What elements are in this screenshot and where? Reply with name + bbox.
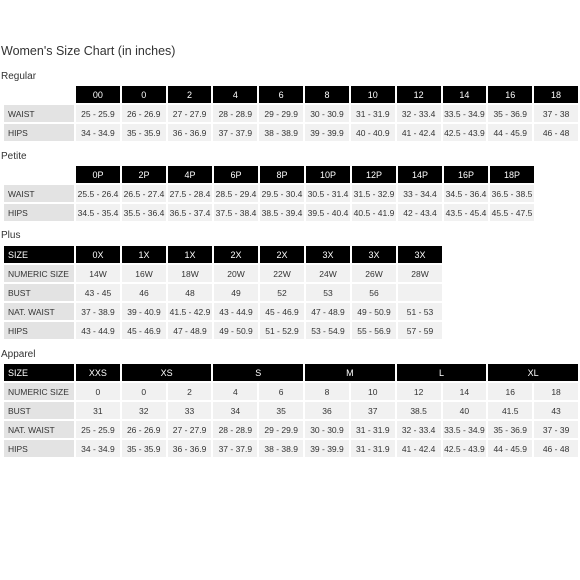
- table-cell: 36: [305, 402, 349, 419]
- table-row: [4, 440, 578, 457]
- table-cell: 40 - 40.9: [351, 124, 395, 141]
- table-cell: 37 - 38.9: [76, 303, 120, 320]
- table-cell: 37 - 37.9: [213, 124, 257, 141]
- size-header-cell: 0P: [76, 166, 120, 183]
- regular-size-table: [2, 84, 580, 143]
- size-header-cell: 10P: [306, 166, 350, 183]
- table-cell: 48: [168, 284, 212, 301]
- table-row: [4, 185, 534, 202]
- table-cell: 46 - 48: [534, 440, 578, 457]
- table-cell: 35 - 36.9: [488, 421, 532, 438]
- table-cell: 47 - 48.9: [168, 322, 212, 339]
- plus-size-table: [2, 244, 444, 341]
- table-cell: 36 - 36.9: [168, 440, 212, 457]
- size-header-cell: 12P: [352, 166, 396, 183]
- size-header-cell: 3X: [352, 246, 396, 263]
- table-cell: 55 - 56.9: [352, 322, 396, 339]
- table-cell: 12: [397, 383, 441, 400]
- table-cell: 30.5 - 31.4: [306, 185, 350, 202]
- table-cell: 43 - 45: [76, 284, 120, 301]
- table-cell: 34 - 34.9: [76, 124, 120, 141]
- size-header-cell: 8P: [260, 166, 304, 183]
- table-cell: 27 - 27.9: [168, 105, 212, 122]
- table-cell: 43.5 - 45.4: [444, 204, 488, 221]
- table-header-row: [4, 246, 442, 263]
- table-row: [4, 124, 578, 141]
- section-label-plus: Plus: [1, 230, 21, 241]
- table-cell: 52: [260, 284, 304, 301]
- table-cell: 27 - 27.9: [168, 421, 212, 438]
- table-cell: 44 - 45.9: [488, 440, 532, 457]
- size-header-cell: 14: [443, 86, 487, 103]
- table-cell: 26W: [352, 265, 396, 282]
- size-group-header-l: L: [397, 364, 487, 381]
- table-cell: 53: [306, 284, 350, 301]
- table-cell: 34.5 - 36.4: [444, 185, 488, 202]
- row-label-bust: BUST: [4, 284, 74, 301]
- row-label-bust: BUST: [4, 402, 74, 419]
- table-cell: 32: [122, 402, 166, 419]
- table-cell: 57 - 59: [398, 322, 442, 339]
- table-row: [4, 105, 578, 122]
- size-header-label: SIZE: [4, 364, 74, 381]
- table-cell: 14W: [76, 265, 120, 282]
- table-cell: 28 - 28.9: [213, 421, 257, 438]
- table-cell: 45 - 46.9: [122, 322, 166, 339]
- table-cell: 33.5 - 34.9: [443, 421, 487, 438]
- size-header-cell: 8: [305, 86, 349, 103]
- table-row: [4, 284, 442, 301]
- row-label-nat-waist: NAT. WAIST: [4, 303, 74, 320]
- page-title: Women's Size Chart (in inches): [1, 44, 176, 58]
- table-cell: 41 - 42.4: [397, 124, 441, 141]
- table-cell: 33.5 - 34.9: [443, 105, 487, 122]
- table-cell: 35: [259, 402, 303, 419]
- table-cell: 43 - 44.9: [214, 303, 258, 320]
- table-cell: 45 - 46.9: [260, 303, 304, 320]
- table-cell: 22W: [260, 265, 304, 282]
- apparel-size-table: [2, 362, 580, 459]
- table-cell: 53 - 54.9: [306, 322, 350, 339]
- table-cell: 31 - 31.9: [351, 105, 395, 122]
- table-cell: 38.5 - 39.4: [260, 204, 304, 221]
- table-cell: 39 - 40.9: [122, 303, 166, 320]
- table-cell: 30 - 30.9: [305, 421, 349, 438]
- size-header-cell: 0X: [76, 246, 120, 263]
- table-cell: 16: [488, 383, 532, 400]
- row-label-hips: HIPS: [4, 322, 74, 339]
- section-label-petite: Petite: [1, 151, 27, 162]
- row-label-waist: WAIST: [4, 105, 74, 122]
- row-label-hips: HIPS: [4, 124, 74, 141]
- table-cell: 8: [305, 383, 349, 400]
- table-cell: 35 - 35.9: [122, 440, 166, 457]
- section-label-apparel: Apparel: [1, 349, 36, 360]
- table-cell: 31: [76, 402, 120, 419]
- table-cell: [398, 284, 442, 301]
- size-header-cell: 1X: [168, 246, 212, 263]
- table-cell: 37 - 38: [534, 105, 578, 122]
- table-row: [4, 383, 578, 400]
- size-header-cell: 10: [351, 86, 395, 103]
- size-header-cell: 4: [213, 86, 257, 103]
- table-row: [4, 322, 442, 339]
- table-cell: 49 - 50.9: [352, 303, 396, 320]
- table-cell: 25 - 25.9: [76, 421, 120, 438]
- row-label-hips: HIPS: [4, 204, 74, 221]
- size-group-header-s: S: [213, 364, 303, 381]
- table-cell: 2: [168, 383, 212, 400]
- table-cell: 29.5 - 30.4: [260, 185, 304, 202]
- table-cell: 49: [214, 284, 258, 301]
- table-cell: 37: [351, 402, 395, 419]
- table-cell: 37 - 37.9: [213, 440, 257, 457]
- table-cell: 33 - 34.4: [398, 185, 442, 202]
- row-label-numeric-size: NUMERIC SIZE: [4, 383, 74, 400]
- table-cell: 35 - 35.9: [122, 124, 166, 141]
- table-cell: 36.5 - 37.4: [168, 204, 212, 221]
- size-header-cell: 6: [259, 86, 303, 103]
- table-cell: 29 - 29.9: [259, 421, 303, 438]
- table-row: [4, 421, 578, 438]
- table-cell: 28.5 - 29.4: [214, 185, 258, 202]
- table-cell: 40.5 - 41.9: [352, 204, 396, 221]
- table-cell: 29 - 29.9: [259, 105, 303, 122]
- table-header-row: [4, 364, 578, 381]
- table-cell: 39 - 39.9: [305, 124, 349, 141]
- table-cell: 42.5 - 43.9: [443, 440, 487, 457]
- table-cell: 34 - 34.9: [76, 440, 120, 457]
- table-cell: 28 - 28.9: [213, 105, 257, 122]
- size-header-cell: 3X: [398, 246, 442, 263]
- table-cell: 20W: [214, 265, 258, 282]
- table-cell: 34.5 - 35.4: [76, 204, 120, 221]
- table-cell: 38.5: [397, 402, 441, 419]
- size-header-cell: 0: [122, 86, 166, 103]
- table-cell: 51 - 52.9: [260, 322, 304, 339]
- table-cell: 0: [122, 383, 166, 400]
- table-cell: 46: [122, 284, 166, 301]
- table-cell: 24W: [306, 265, 350, 282]
- table-cell: 37.5 - 38.4: [214, 204, 258, 221]
- table-cell: 41.5 - 42.9: [168, 303, 212, 320]
- table-cell: 28W: [398, 265, 442, 282]
- table-cell: 26 - 26.9: [122, 421, 166, 438]
- table-cell: 42.5 - 43.9: [443, 124, 487, 141]
- table-cell: 25.5 - 26.4: [76, 185, 120, 202]
- table-cell: 47 - 48.9: [306, 303, 350, 320]
- size-header-cell: 18P: [490, 166, 534, 183]
- table-cell: 46 - 48: [534, 124, 578, 141]
- table-cell: 10: [351, 383, 395, 400]
- header-blank-cell: [4, 86, 74, 103]
- table-cell: 33: [168, 402, 212, 419]
- size-header-cell: 12: [397, 86, 441, 103]
- table-cell: 27.5 - 28.4: [168, 185, 212, 202]
- size-group-header-xl: XL: [488, 364, 578, 381]
- table-cell: 43 - 44.9: [76, 322, 120, 339]
- table-cell: 18: [534, 383, 578, 400]
- table-row: [4, 204, 534, 221]
- section-label-regular: Regular: [1, 71, 37, 82]
- table-cell: 41.5: [488, 402, 532, 419]
- table-cell: 36 - 36.9: [168, 124, 212, 141]
- size-header-cell: 4P: [168, 166, 212, 183]
- table-cell: 43: [534, 402, 578, 419]
- table-cell: 38 - 38.9: [259, 440, 303, 457]
- table-row: [4, 265, 442, 282]
- table-cell: 36.5 - 38.5: [490, 185, 534, 202]
- size-header-cell: 2X: [260, 246, 304, 263]
- table-cell: 56: [352, 284, 396, 301]
- size-header-cell: 2P: [122, 166, 166, 183]
- header-blank-cell: [4, 166, 74, 183]
- size-header-cell: 16: [488, 86, 532, 103]
- size-header-cell: 16P: [444, 166, 488, 183]
- row-label-hips: HIPS: [4, 440, 74, 457]
- table-cell: 35 - 36.9: [488, 105, 532, 122]
- table-header-row: [4, 166, 534, 183]
- size-header-cell: 1X: [122, 246, 166, 263]
- table-cell: 4: [213, 383, 257, 400]
- table-cell: 49 - 50.9: [214, 322, 258, 339]
- table-cell: 18W: [168, 265, 212, 282]
- table-cell: 25 - 25.9: [76, 105, 120, 122]
- table-cell: 6: [259, 383, 303, 400]
- row-label-nat-waist: NAT. WAIST: [4, 421, 74, 438]
- table-row: [4, 303, 442, 320]
- size-group-header-xxs: XXS: [76, 364, 120, 381]
- table-cell: 14: [443, 383, 487, 400]
- table-cell: 32 - 33.4: [397, 421, 441, 438]
- table-cell: 41 - 42.4: [397, 440, 441, 457]
- table-cell: 40: [443, 402, 487, 419]
- table-cell: 39 - 39.9: [305, 440, 349, 457]
- size-header-cell: 2: [168, 86, 212, 103]
- size-header-cell: 00: [76, 86, 120, 103]
- table-cell: 34: [213, 402, 257, 419]
- size-header-cell: 2X: [214, 246, 258, 263]
- table-cell: 31 - 31.9: [351, 440, 395, 457]
- table-cell: 31.5 - 32.9: [352, 185, 396, 202]
- table-cell: 26.5 - 27.4: [122, 185, 166, 202]
- size-header-cell: 6P: [214, 166, 258, 183]
- table-cell: 37 - 39: [534, 421, 578, 438]
- table-cell: 42 - 43.4: [398, 204, 442, 221]
- table-cell: 0: [76, 383, 120, 400]
- table-cell: 35.5 - 36.4: [122, 204, 166, 221]
- size-header-cell: 18: [534, 86, 578, 103]
- size-header-cell: 14P: [398, 166, 442, 183]
- table-cell: 30 - 30.9: [305, 105, 349, 122]
- row-label-waist: WAIST: [4, 185, 74, 202]
- table-cell: 38 - 38.9: [259, 124, 303, 141]
- table-row: [4, 402, 578, 419]
- size-header-cell: 3X: [306, 246, 350, 263]
- size-group-header-xs: XS: [122, 364, 212, 381]
- table-cell: 32 - 33.4: [397, 105, 441, 122]
- table-cell: 51 - 53: [398, 303, 442, 320]
- table-cell: 26 - 26.9: [122, 105, 166, 122]
- size-group-header-m: M: [305, 364, 395, 381]
- table-cell: 44 - 45.9: [488, 124, 532, 141]
- size-header-label: SIZE: [4, 246, 74, 263]
- table-cell: 45.5 - 47.5: [490, 204, 534, 221]
- petite-size-table: [2, 164, 536, 223]
- table-cell: 39.5 - 40.4: [306, 204, 350, 221]
- table-cell: 31 - 31.9: [351, 421, 395, 438]
- table-header-row: [4, 86, 578, 103]
- table-cell: 16W: [122, 265, 166, 282]
- row-label-numeric-size: NUMERIC SIZE: [4, 265, 74, 282]
